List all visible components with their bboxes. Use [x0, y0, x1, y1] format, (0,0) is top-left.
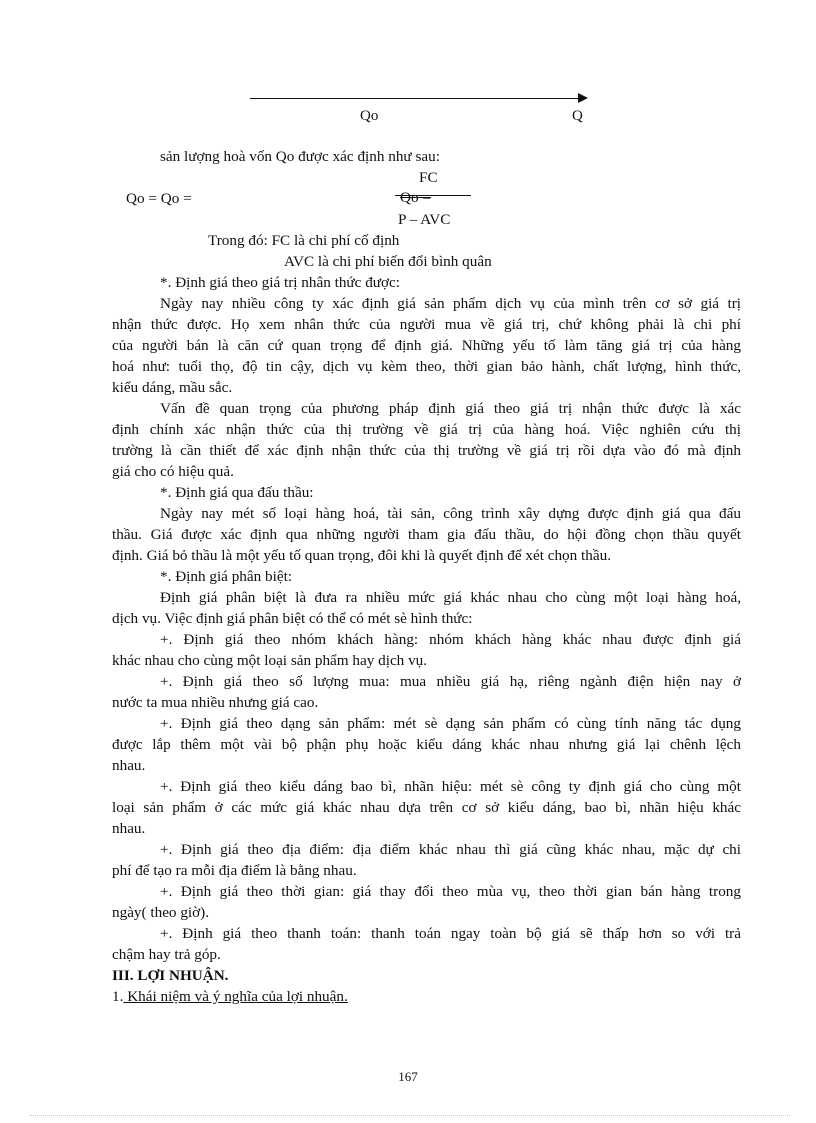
formula-denominator: P – AVC [398, 211, 451, 228]
subsection-number: 1. [112, 988, 124, 1005]
text-line: nhận thức được. Họ xem nhân thức của người mua về giá trị, chứ không phải là chi phí [112, 316, 741, 333]
text-line: Định giá phân biệt là đưa ra nhiều mức giá khác nhau cho cùng một loại hàng hoá, [160, 589, 741, 606]
formula-intro: sản lượng hoà vốn Qo được xác định như sau: [160, 148, 440, 165]
text-line: nhau. [112, 757, 146, 774]
heading-tender-pricing: *. Định giá qua đấu thầu: [160, 484, 314, 501]
heading-discriminatory-pricing: *. Định giá phân biệt: [160, 568, 293, 585]
formula-struck-text: Qo = [400, 189, 431, 206]
text-line: định chính xác nhận thức của thị trường về giá trị của hàng hoá. Việc nghiên cứu thị [112, 421, 741, 438]
arrow-head-icon [578, 93, 588, 103]
page-number: 167 [398, 1069, 418, 1084]
text-line: +. Định giá theo kiểu dáng bao bì, nhãn hiệu: mét sè công ty định giá cho cùng một [160, 778, 741, 795]
heading-perceived-value: *. Định giá theo giá trị nhân thức được: [160, 274, 401, 291]
text-line: +. Định giá theo thanh toán: thanh toán ngay toàn bộ giá sẽ thấp hơn so với trả [160, 925, 741, 942]
formula-where-avc: AVC là chi phí biến đổi bình quân [284, 253, 492, 270]
text-line: Ngày nay nhiều công ty xác định giá sản phẩm dịch vụ của mình trên cơ sở giá trị [160, 295, 741, 312]
text-line: ngày( theo giờ). [112, 904, 210, 921]
axis-arrow-line [250, 98, 580, 99]
text-line: hoá như: tuổi thọ, độ tin cậy, dịch vụ kèm theo, thời gian bảo hành, chất lượng, hình thức, [112, 358, 741, 375]
text-line: trường là cần thiết để xác định nhận thức của thị trường về giá trị rồi dựa vào đó mà định [112, 442, 741, 459]
text-line: phí để tạo ra mỗi địa điểm là bằng nhau. [112, 862, 357, 879]
subsection-title: Khái niệm và ý nghĩa của lợi nhuận. [123, 988, 348, 1005]
fraction-bar [395, 195, 471, 196]
text-line: loại sản phẩm ở các mức giá khác nhau dựa trên cơ sở kiểu dáng, bao bì, nhãn hiệu khác [112, 799, 741, 816]
text-line: Ngày nay mét số loại hàng hoá, tài sản, công trình xây dựng được định giá qua đấu [160, 505, 741, 522]
text-line: Vấn đề quan trọng của phương pháp định giá theo giá trị nhận thức được là xác [160, 400, 741, 417]
formula-where-fc: Trong đó: FC là chi phí cố định [208, 232, 400, 249]
text-line: định. Giá bỏ thầu là một yếu tố quan trọng, đôi khi là quyết định để xét chọn thầu. [112, 547, 611, 564]
footer-divider [30, 1115, 790, 1116]
formula-numerator: FC [419, 169, 438, 186]
text-line: +. Định giá theo địa điểm: địa điểm khác nhau thì giá cũng khác nhau, mặc dự chi [160, 841, 741, 858]
axis-label-qo: Qo [360, 108, 379, 124]
axis-label-q: Q [572, 108, 583, 124]
text-line: giá cho có hiệu quả. [112, 463, 234, 480]
formula-lhs: Qo = Qo = [126, 190, 192, 207]
text-line: dịch vụ. Việc định giá phân biệt có thể có mét sè hình thức: [112, 610, 473, 627]
text-line: +. Định giá theo nhóm khách hàng: nhóm khách hàng khác nhau được định giá [160, 631, 741, 648]
text-line: khác nhau cho cùng một loại sản phẩm hay dịch vụ. [112, 652, 428, 669]
text-line: của người bán là căn cứ quan trọng để định giá. Những yếu tố làm tăng giá trị của hàng [112, 337, 741, 354]
text-line: kiểu dáng, mầu sắc. [112, 379, 233, 396]
text-line: nước ta mua nhiều nhưng giá cao. [112, 694, 319, 711]
text-line: +. Định giá theo dạng sản phẩm: mét sè dạng sản phẩm có cùng tính năng tác dụng [160, 715, 741, 732]
text-line: thầu. Giá được xác định qua những người tham gia đấu thầu, do hội đồng chọn thầu quyết [112, 526, 741, 543]
text-line: +. Định giá theo số lượng mua: mua nhiều giá hạ, riêng ngành điện hiện nay ở [160, 673, 741, 690]
section-heading: III. LỢI NHUẬN. [112, 967, 229, 984]
subsection-heading [112, 986, 348, 1007]
text-line: được lắp thêm một vài bộ phận phụ hoặc kiểu dáng khác nhau nhưng giá lại chênh lệch [112, 736, 741, 753]
text-line: chậm hay trả góp. [112, 946, 221, 963]
text-line: nhau. [112, 820, 146, 837]
text-line: +. Định giá theo thời gian: giá thay đổi theo mùa vụ, theo thời gian bán hàng trong [160, 883, 741, 900]
